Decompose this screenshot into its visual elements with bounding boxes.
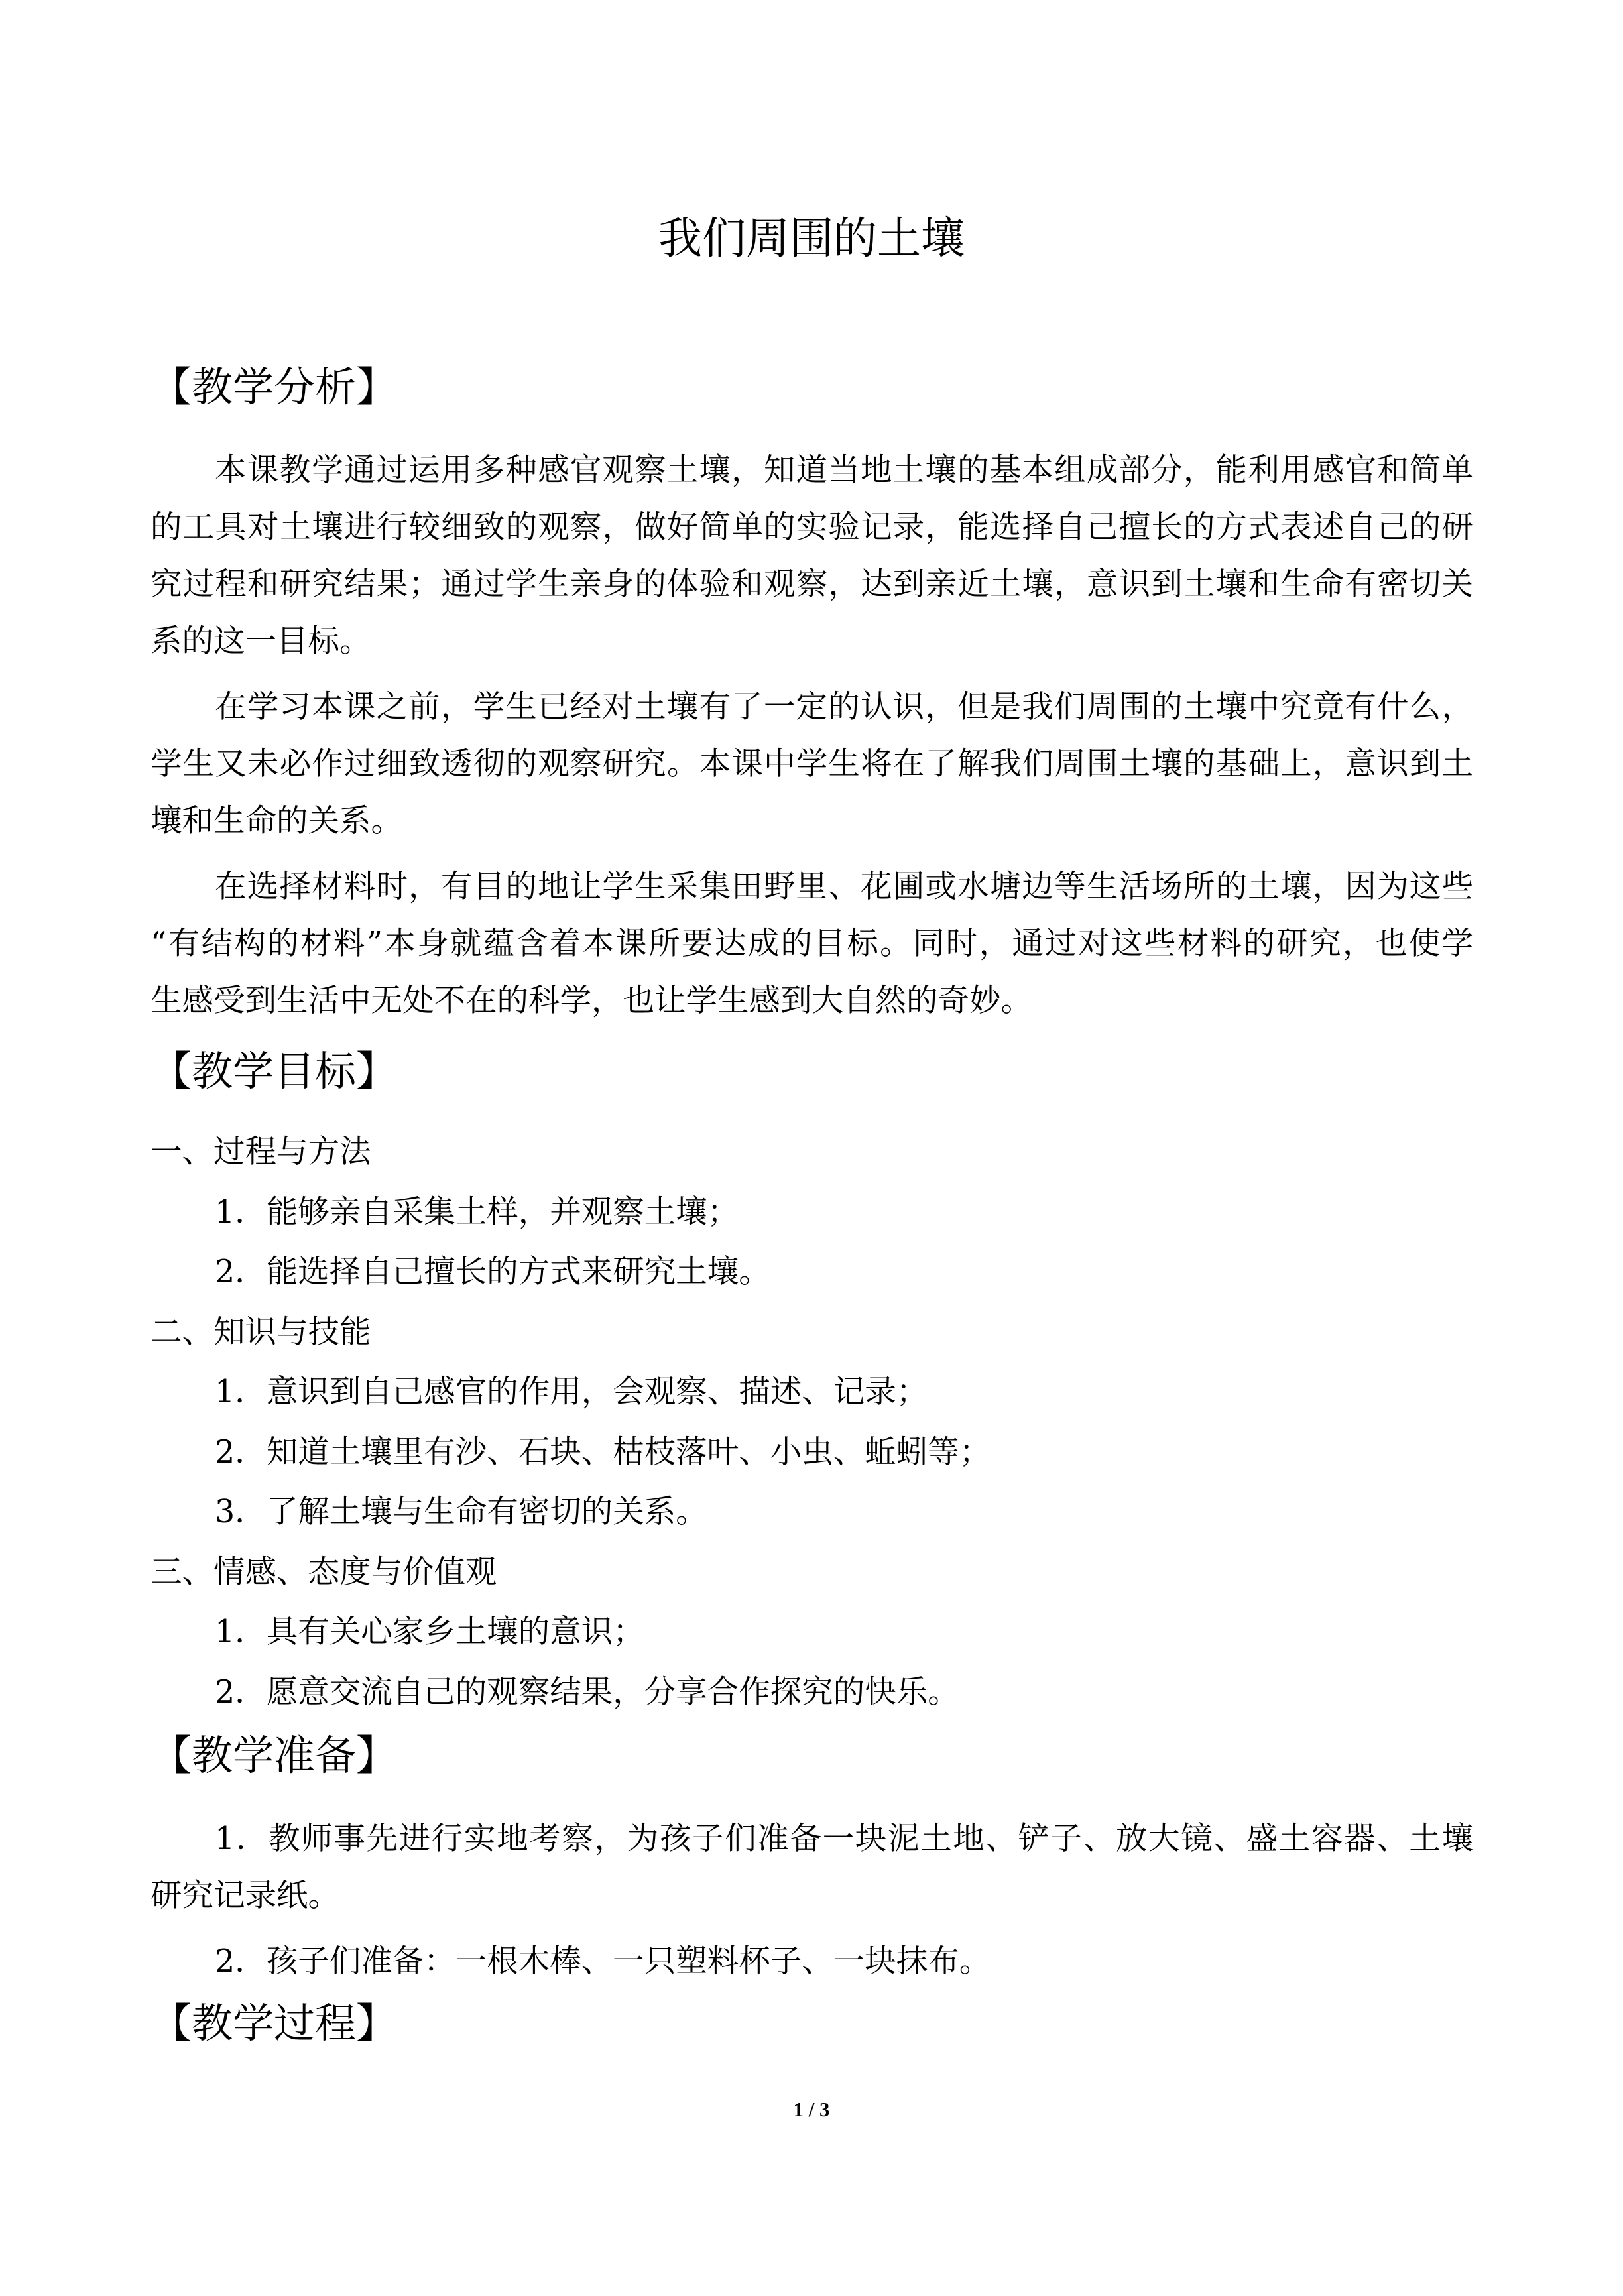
section-heading-analysis: 【教学分析】 bbox=[150, 363, 398, 411]
objective-group-label: 一、过程与方法 bbox=[150, 1134, 371, 1170]
paragraph-line: “有结构的材料”本身就蕴含着本课所要达成的目标。同时，通过对这些材料的研究，也使学 bbox=[150, 926, 1473, 962]
objective-item: 3．了解土壤与生命有密切的关系。 bbox=[215, 1494, 707, 1530]
document-title: 我们周围的土壤 bbox=[658, 213, 965, 264]
analysis-paragraph bbox=[150, 679, 1473, 850]
page-indicator: 1 / 3 bbox=[793, 2098, 830, 2121]
objective-item: 1．能够亲自采集土样，并观察土壤； bbox=[215, 1193, 739, 1231]
preparation-line: 研究记录纸。 bbox=[150, 1878, 339, 1914]
objective-item: 2．愿意交流自己的观察结果，分享合作探究的快乐。 bbox=[215, 1673, 959, 1711]
paragraph-line: 的工具对土壤进行较细致的观察，做好简单的实验记录，能选择自己擅长的方式表述自己的研 bbox=[150, 509, 1473, 546]
preparation-item bbox=[150, 1933, 1473, 1990]
paragraph-line: 壤和生命的关系。 bbox=[150, 803, 402, 839]
paragraph-line: 在学习本课之前，学生已经对土壤有了一定的认识，但是我们周围的土壤中究竟有什么， bbox=[215, 689, 1473, 725]
preparation-line: 2．孩子们准备：一根木棒、一只塑料杯子、一块抹布。 bbox=[215, 1943, 991, 1980]
preparation-item bbox=[150, 1811, 1473, 1925]
objective-item: 2．能选择自己擅长的方式来研究土壤。 bbox=[215, 1254, 770, 1290]
objectives-list bbox=[150, 1122, 1473, 1722]
objective-group-label: 三、情感、态度与价值观 bbox=[150, 1553, 497, 1591]
objective-item: 1．具有关心家乡土壤的意识； bbox=[215, 1614, 644, 1650]
preparation-line: 1．教师事先进行实地考察，为孩子们准备一块泥土地、铲子、放大镜、盛土容器、土壤 bbox=[215, 1821, 1473, 1857]
analysis-paragraph bbox=[150, 859, 1473, 1030]
paragraph-line: 生感受到生活中无处不在的科学，也让学生感到大自然的奇妙。 bbox=[150, 983, 1032, 1019]
paragraph-line: 系的这一目标。 bbox=[150, 623, 371, 660]
objective-item: 1．意识到自己感官的作用，会观察、描述、记录； bbox=[215, 1374, 928, 1410]
paragraph-line: 本课教学通过运用多种感官观察土壤，知道当地土壤的基本组成部分，能利用感官和简单 bbox=[215, 452, 1473, 489]
paragraph-line: 学生又未必作过细致透彻的观察研究。本课中学生将在了解我们周围土壤的基础上，意识到土 bbox=[150, 746, 1473, 782]
paragraph-line: 在选择材料时，有目的地让学生采集田野里、花圃或水塘边等生活场所的土壤，因为这些 bbox=[215, 869, 1473, 905]
analysis-paragraph bbox=[150, 442, 1473, 670]
objective-item: 2．知道土壤里有沙、石块、枯枝落叶、小虫、蚯蚓等； bbox=[215, 1433, 991, 1471]
paragraph-line: 究过程和研究结果；通过学生亲身的体验和观察，达到亲近土壤，意识到土壤和生命有密切关 bbox=[150, 566, 1473, 603]
section-heading-process: 【教学过程】 bbox=[150, 1999, 398, 2047]
objective-group-label: 二、知识与技能 bbox=[150, 1313, 371, 1351]
section-heading-objectives: 【教学目标】 bbox=[150, 1047, 398, 1095]
document-body bbox=[150, 354, 1473, 2057]
section-heading-preparation: 【教学准备】 bbox=[150, 1731, 398, 1780]
